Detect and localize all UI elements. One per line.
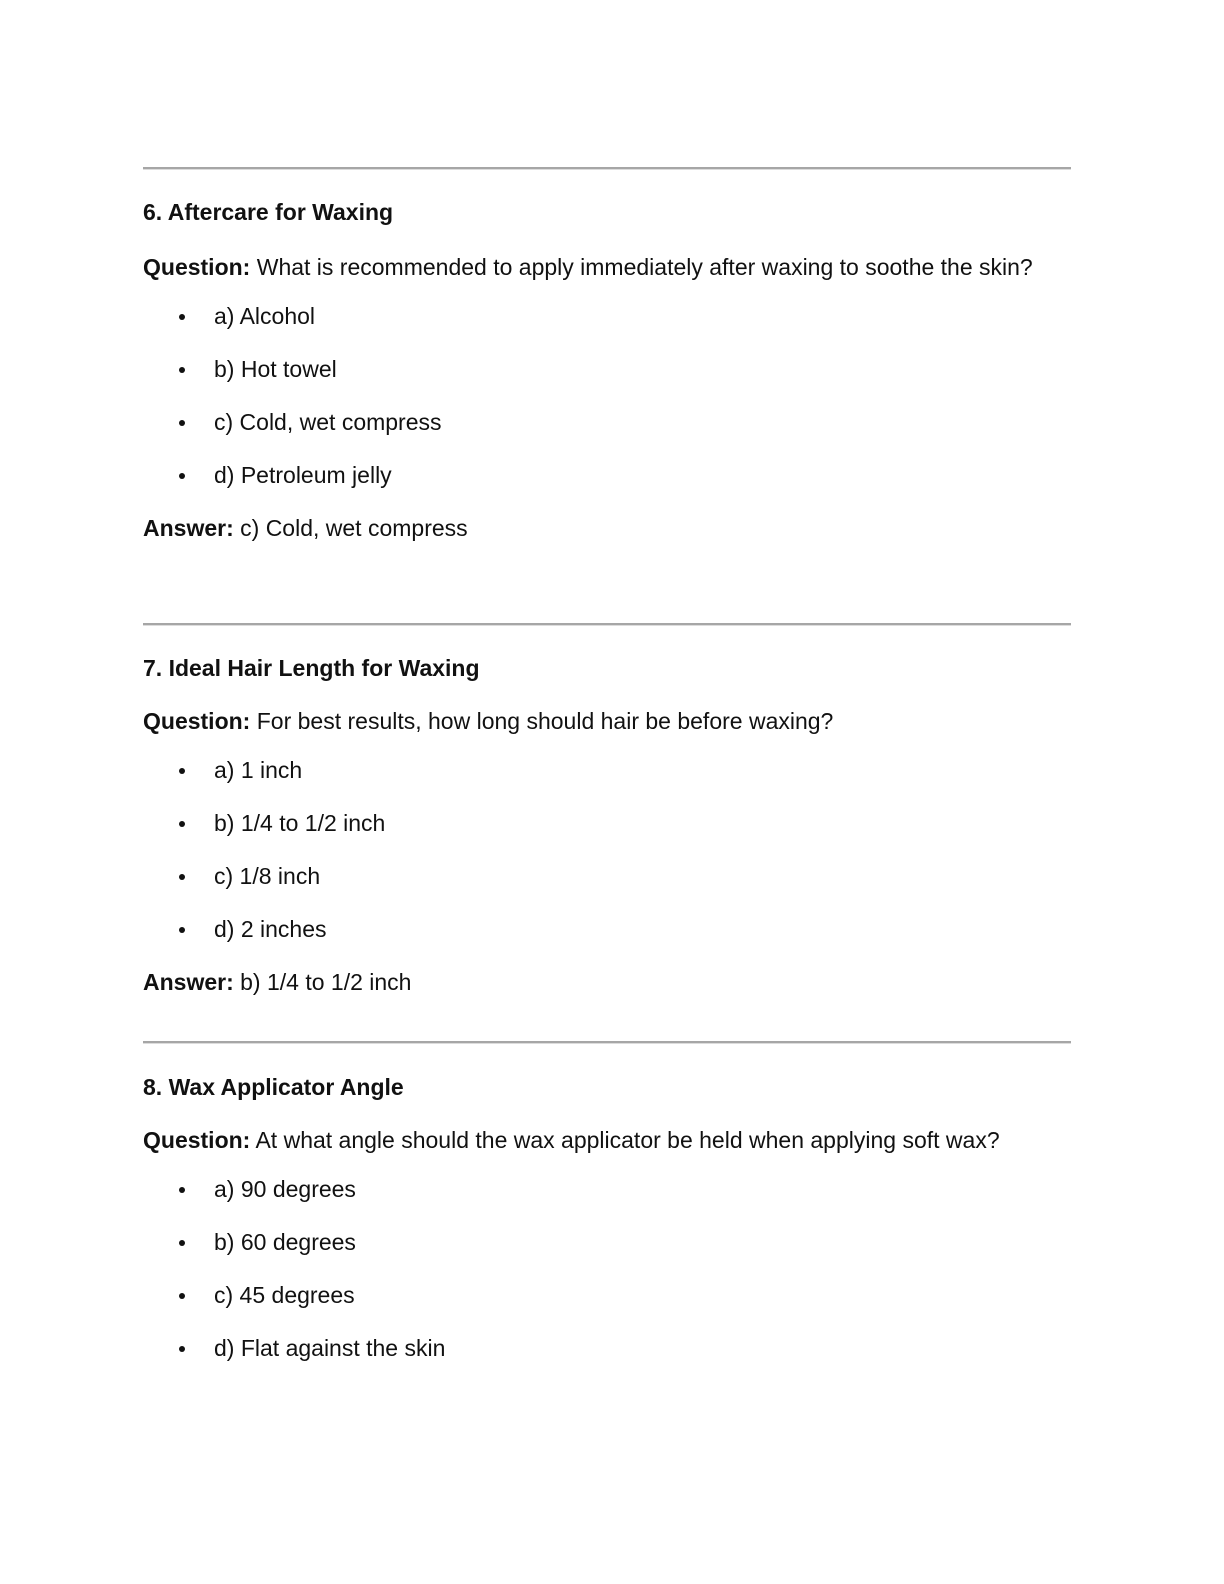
section-divider xyxy=(143,1041,1071,1044)
bullet-icon xyxy=(179,821,185,827)
question-section-7 xyxy=(143,654,1071,996)
question-body: At what angle should the wax applicator be held when applying soft wax? xyxy=(250,1127,1000,1153)
option-label: d) Petroleum jelly xyxy=(214,462,392,488)
option-label: a) 1 inch xyxy=(214,757,303,783)
bullet-icon xyxy=(179,367,185,373)
answer-text xyxy=(143,514,1071,542)
bullet-icon xyxy=(179,420,185,426)
bullet-icon xyxy=(179,1293,185,1299)
section-heading: 6. Aftercare for Waxing xyxy=(143,199,394,225)
option-label: c) Cold, wet compress xyxy=(214,409,442,435)
answer-body: c) Cold, wet compress xyxy=(233,515,468,541)
answer-label: Answer: xyxy=(143,969,234,995)
answer-label: Answer: xyxy=(143,515,234,541)
question-text xyxy=(143,249,1071,285)
option-label: a) Alcohol xyxy=(214,303,316,329)
question-label: Question: xyxy=(143,708,251,734)
option-label: a) 90 degrees xyxy=(214,1176,356,1202)
options-list xyxy=(143,1175,1071,1362)
option-label: d) Flat against the skin xyxy=(214,1335,446,1361)
bullet-icon xyxy=(179,768,185,774)
question-text xyxy=(143,703,1071,739)
question-body: What is recommended to apply immediately after waxing to soothe the skin? xyxy=(250,254,1033,280)
option-item xyxy=(143,302,1071,330)
section-divider xyxy=(143,623,1071,626)
options-list xyxy=(143,756,1071,943)
bullet-icon xyxy=(179,473,185,479)
bullet-icon xyxy=(179,874,185,880)
option-label: b) 60 degrees xyxy=(214,1229,356,1255)
question-section-8 xyxy=(143,1073,1071,1362)
answer-text xyxy=(143,968,1071,996)
option-label: c) 45 degrees xyxy=(214,1282,355,1308)
bullet-icon xyxy=(179,1187,185,1193)
option-label: b) Hot towel xyxy=(214,356,337,382)
section-divider xyxy=(143,167,1071,170)
question-label: Question: xyxy=(143,1127,251,1153)
option-label: d) 2 inches xyxy=(214,916,327,942)
option-item xyxy=(143,1334,1071,1362)
option-label: c) 1/8 inch xyxy=(214,863,321,889)
question-label: Question: xyxy=(143,254,251,280)
option-item xyxy=(143,461,1071,489)
section-heading: 8. Wax Applicator Angle xyxy=(143,1074,404,1100)
bullet-icon xyxy=(179,1240,185,1246)
option-item xyxy=(143,1228,1071,1256)
answer-body: b) 1/4 to 1/2 inch xyxy=(233,969,412,995)
option-item xyxy=(143,1281,1071,1309)
option-item xyxy=(143,355,1071,383)
option-item xyxy=(143,1175,1071,1203)
option-item xyxy=(143,756,1071,784)
options-list xyxy=(143,302,1071,489)
option-item xyxy=(143,915,1071,943)
option-label: b) 1/4 to 1/2 inch xyxy=(214,810,386,836)
bullet-icon xyxy=(179,927,185,933)
option-item xyxy=(143,862,1071,890)
question-body: For best results, how long should hair be before waxing? xyxy=(250,708,834,734)
bullet-icon xyxy=(179,1346,185,1352)
section-heading: 7. Ideal Hair Length for Waxing xyxy=(143,655,480,681)
question-text xyxy=(143,1122,1071,1158)
option-item xyxy=(143,408,1071,436)
question-section-6 xyxy=(143,198,1071,542)
option-item xyxy=(143,809,1071,837)
bullet-icon xyxy=(179,314,185,320)
